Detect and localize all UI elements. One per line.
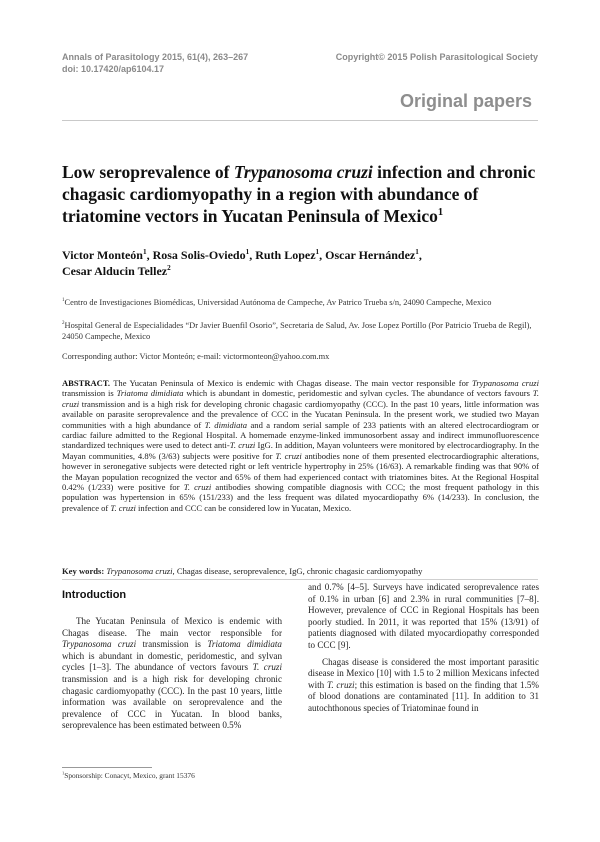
keywords-label: Key words: xyxy=(62,566,105,576)
title-part-1: Low seroprevalence of xyxy=(62,162,234,182)
title-part-2: infection and chronic chagasic cardiomyopathy in a region with abundance of triatomine vectors in Yucatan Peninsula of Mexico xyxy=(62,162,536,226)
journal-citation: Annals of Parasitology 2015, 61(4), 263–267 xyxy=(62,52,249,62)
corresponding-author: Corresponding author: Victor Monteón; e-mail: victormonteon@yahoo.com.mx xyxy=(62,352,330,361)
title-species: Trypanosoma cruzi xyxy=(233,162,373,182)
author-list xyxy=(62,247,542,279)
body-column-left xyxy=(62,616,282,732)
abstract: ABSTRACT. The Yucatan Peninsula of Mexico is endemic with Chagas disease. The main vector responsible for Trypanosoma cruzi transmission is Triatoma dimidiata which is abundant in domestic, peridomestic and sylvan cycles. The abundance of vectors favours T. cruzi transmission and is a high risk for developing chronic chagasic cardiomyopathy (CCC). In the past 10 years, little information was available on parasite seroprevalence and the prevalence of CCC in the Yucatan Peninsula. In the present work, we studied two Mayan communities with a high abundance of T. dimidiata and a random serial sample of 233 patients with an altered electrocardiogram or cardiac failure admitted to the Regional Hospital. A homemade enzyme-linked immunosorbent assay and indirect immunofluorescence standardized techniques were used to detect anti-T. cruzi IgG. In addition, Mayan volunteers were monitored by electrocardiography. In the Mayan communities, 4.8% (3/63) subjects were positive for T. cruzi antibodies none of them presented electrocardiographic alterations, however in seronegative subjects were detected right or left ventricle hypertrophy in 25% (16/63). A remarkable finding was that 90% of the Mayan population recognized the vector and 65% of them had experienced contact with triatomines bites. At the Regional Hospital 0.42% (1/233) were positive for T. cruzi antibodies showing compatible diagnosis with CCC; the most frequent pathology in this population was hypertension in 65% (151/233) and the less frequent was dilated myocardiopathy 6% (14/233). In conclusion, the prevalence of T. cruzi infection and CCC can be considered low in Yucatan, Mexico. xyxy=(62,378,540,513)
affiliation-1: $^1$Centro de Investigaciones Biomédicas, Universidad Autónoma de Campeche, Av Patrico Trueba s/n, 24090 Campeche, Mexico xyxy=(62,298,492,307)
title-footnote-mark: 1 xyxy=(437,207,444,219)
author: Cesar Alducin Tellez$^2$ xyxy=(62,264,171,278)
introduction-heading: Introduction xyxy=(62,589,127,601)
header-divider xyxy=(62,120,538,121)
intro-paragraph-1: The Yucatan Peninsula of Mexico is endemic with Chagas disease. The main vector responsible for Trypanosoma cruzi transmission is Triatoma dimidiata which is abundant in domestic, peridomestic, and sylvan cycles [1–3]. The abundance of vectors favours T. cruzi transmission and is a high risk for developing chronic chagasic cardiomyopathy (CCC). In the past 10 years, little information was available on seroprevalence and the prevalence of CCC in Yucatan. In blood banks, seroprevalence has been estimated between 0.5% xyxy=(62,616,282,731)
intro-paragraph-2: Chagas disease is considered the most important parasitic disease in Mexico [10] with 1.5 to 2 million Mexicans infected with T. cruzi; this estimation is based on the finding that 1.5% of blood donations are contaminated [11]. In addition to 31 autochthonous species of Triatominae found in xyxy=(308,656,539,713)
section-divider xyxy=(62,579,538,580)
journal-header xyxy=(62,51,248,75)
author: Ruth Lopez$^1$, xyxy=(255,248,326,262)
doi[interactable]: doi: 10.17420/ap6104.17 xyxy=(62,64,165,74)
abstract-label: ABSTRACT. xyxy=(62,378,111,388)
copyright-notice: Copyright© 2015 Polish Parasitological Society xyxy=(335,52,538,62)
footnote: $^1$Sponsorship: Conacyt, Mexico, grant 15376 xyxy=(62,770,195,780)
author: Oscar Hernández$^1$, xyxy=(325,248,422,262)
article-title xyxy=(62,161,542,227)
footnote-divider xyxy=(62,767,152,768)
affiliation-2: $^2$Hospital General de Especialidades “Dr Javier Buenfil Osorio”, Secretaria de Salud, Av. Jose Lopez Portillo (Por Patricio Trueba de Regil), 24050 Campeche, Mexico xyxy=(62,321,532,342)
author: Victor Monteón$^1$, xyxy=(62,248,153,262)
keywords: Key words: Trypanosoma cruzi, Chagas disease, seroprevalence, IgG, chronic chagasic cardiomyopathy xyxy=(62,566,423,576)
intro-paragraph-1-cont: and 0.7% [4–5]. Surveys have indicated seroprevalence rates of 0.1% in urban [6] and 2.3% in rural communities [7–8]. However, prevalence of CCC in Regional Hospitals has been poorly studied. In 2011, it was reported that 15% (13/91) of patients diagnosed with dilated myocardiopathy corresponded to CCC [9]. xyxy=(308,582,539,650)
section-label: Original papers xyxy=(399,91,532,111)
author: Rosa Solis-Oviedo$^1$, xyxy=(152,248,256,262)
body-column-right xyxy=(308,582,539,715)
